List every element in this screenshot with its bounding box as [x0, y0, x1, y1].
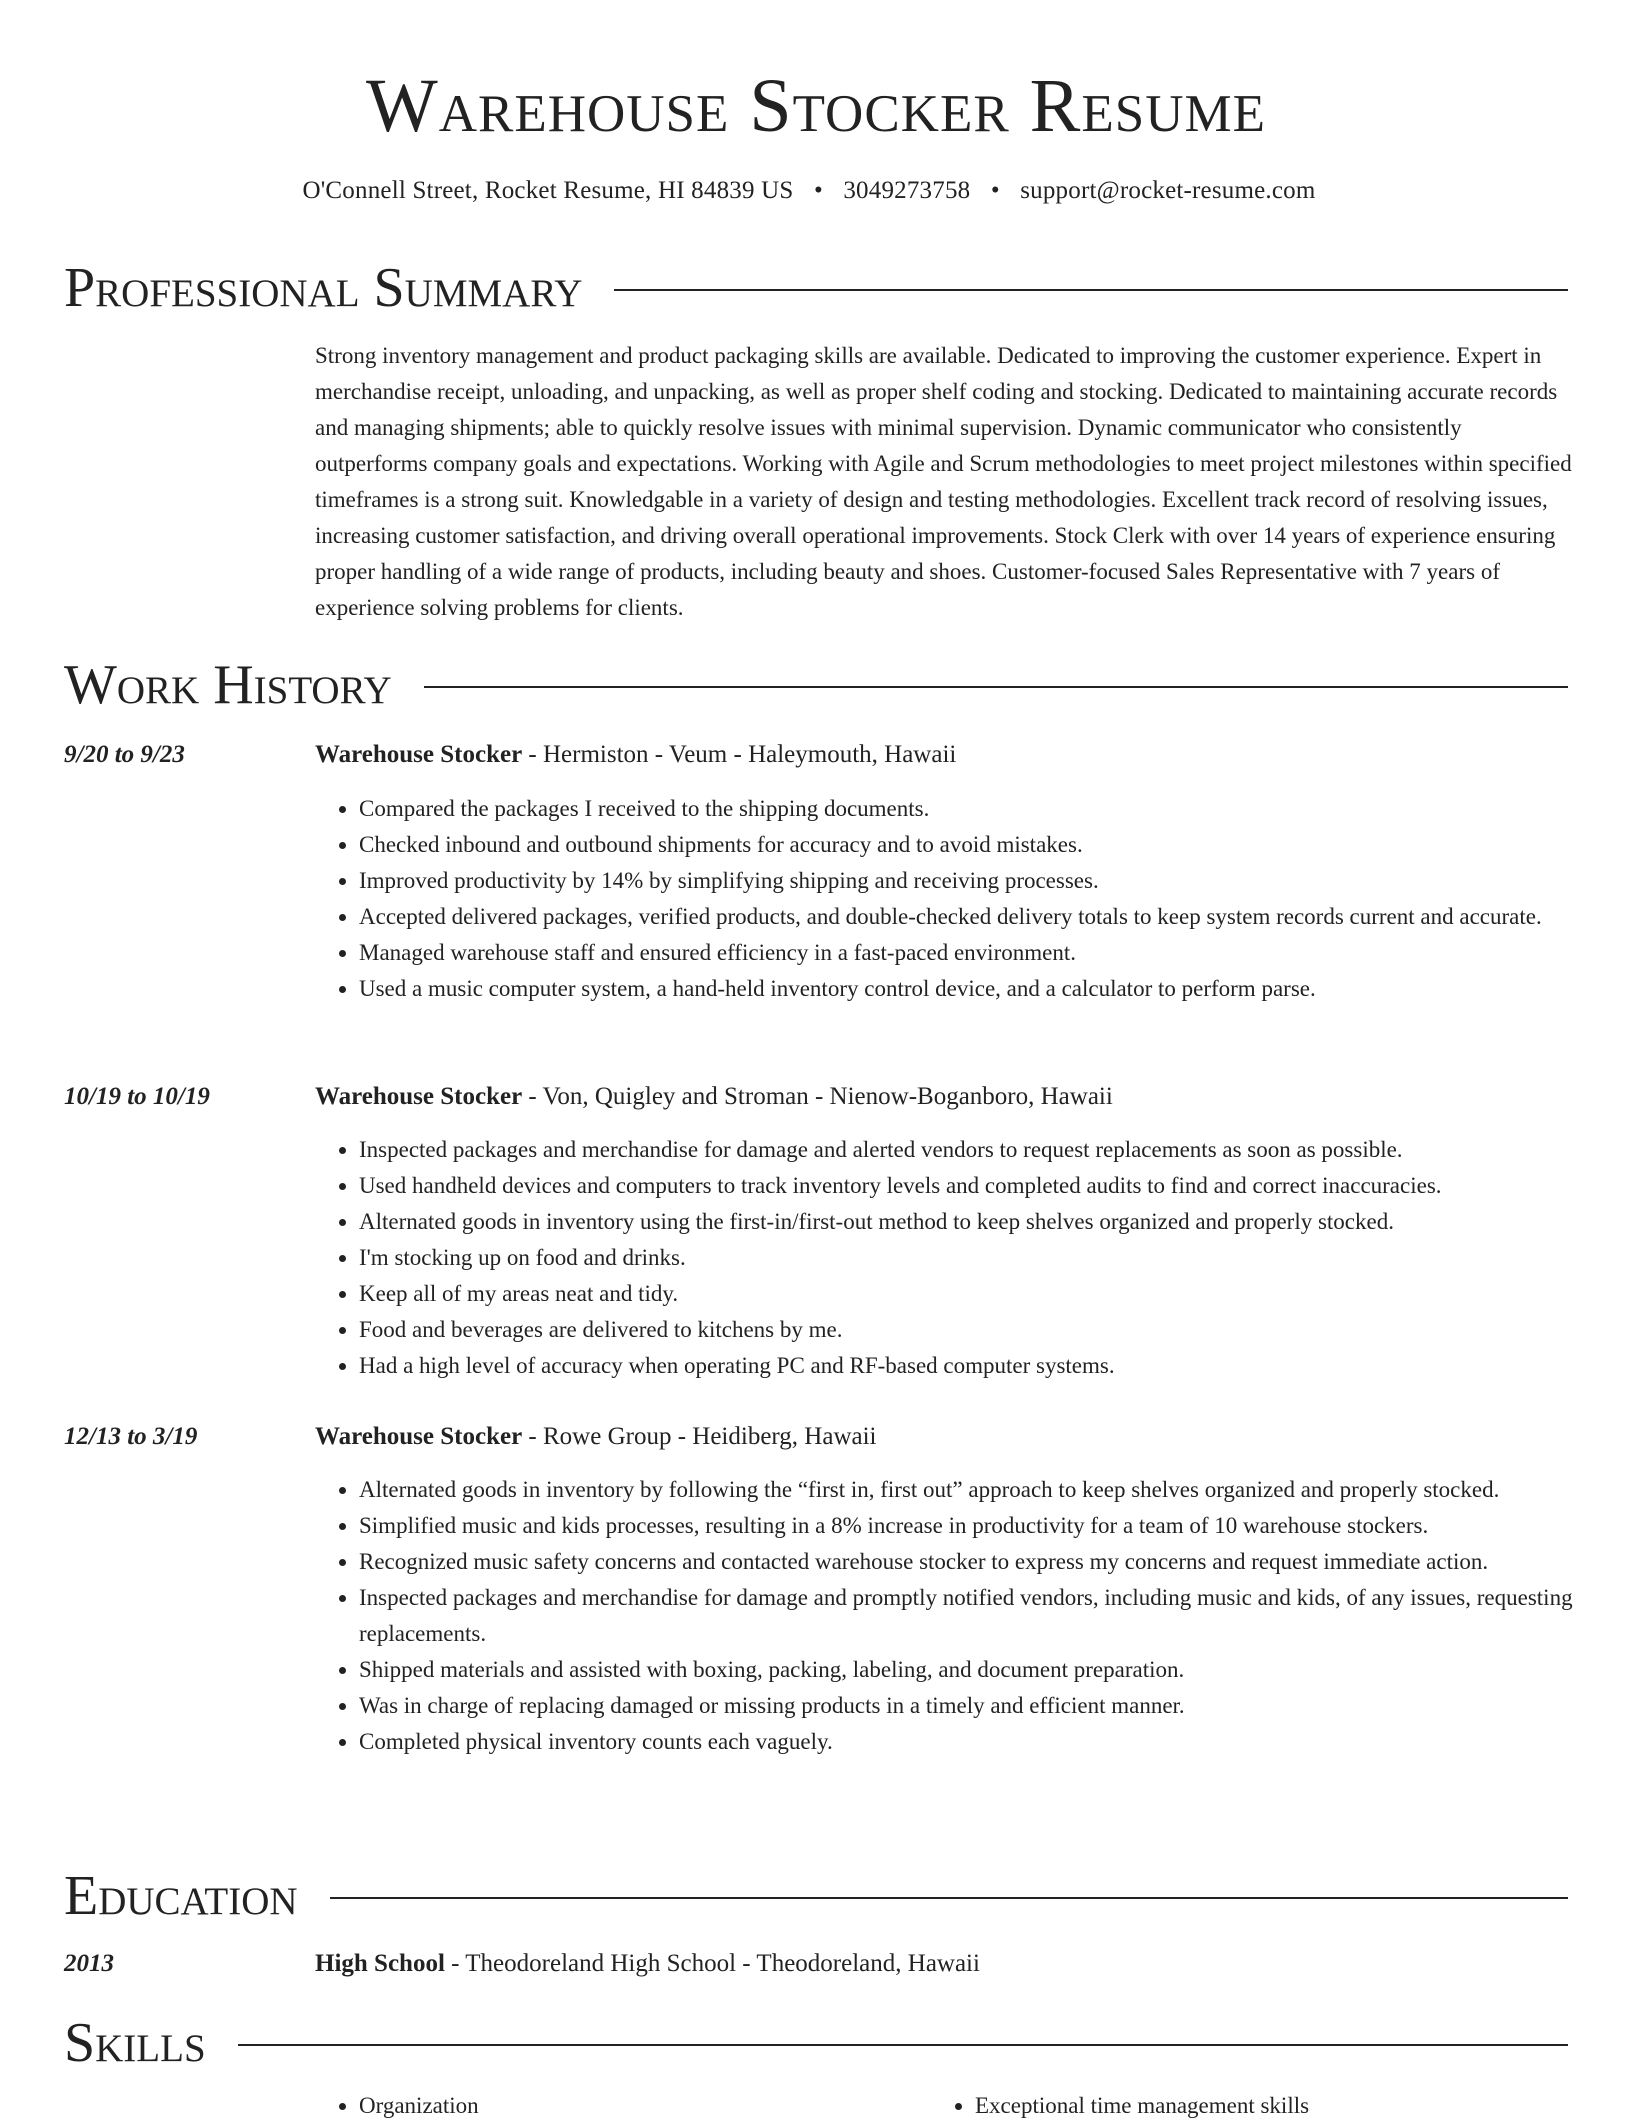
list-item: • Used a music computer system, a hand-held inventory control device, and a calculator to perform parse. [359, 971, 1577, 1007]
list-item: • Was in charge of replacing damaged or missing products in a timely and efficient manner. [359, 1688, 1577, 1724]
job-heading [315, 737, 956, 773]
contact-line [0, 174, 1618, 208]
section-header-skills [64, 2011, 1568, 2075]
list-item: • Improved productivity by 14% by simplifying shipping and receiving processes. [359, 863, 1577, 899]
job-bullets [315, 1132, 1577, 1384]
job-details: - Von, Quigley and Stroman - Nienow-Boganboro, Hawaii [522, 1083, 1113, 1110]
section-title: Professional Summary [64, 257, 583, 319]
resume-title: Warehouse Stocker Resume [365, 64, 1267, 148]
address: O'Connell Street, Rocket Resume, HI 84839 US [302, 177, 794, 204]
education-degree: High School [315, 1950, 445, 1977]
section-rule [424, 686, 1568, 688]
job-role: Warehouse Stocker [315, 1083, 523, 1110]
list-item: • Inspected packages and merchandise for damage and promptly notified vendors, including music and kids, of any issues, requesting replacements. [359, 1580, 1577, 1652]
job-heading [315, 1419, 876, 1455]
email: support@rocket-resume.com [1020, 177, 1316, 204]
job-role: Warehouse Stocker [315, 1423, 523, 1450]
list-item: • Completed physical inventory counts each vaguely. [359, 1724, 1577, 1760]
job-date: 12/13 to 3/19 [64, 1423, 198, 1450]
section-title: Skills [64, 2012, 206, 2074]
list-item: • Checked inbound and outbound shipments for accuracy and to avoid mistakes. [359, 827, 1577, 863]
list-item: • Alternated goods in inventory using the first-in/first-out method to keep shelves organized and properly stocked. [359, 1204, 1577, 1240]
job-date: 10/19 to 10/19 [64, 1083, 210, 1110]
section-rule [238, 2044, 1568, 2046]
job-details: - Rowe Group - Heidiberg, Hawaii [522, 1423, 877, 1450]
education-date: 2013 [64, 1950, 114, 1977]
job-role: Warehouse Stocker [315, 741, 523, 768]
section-title: Work History [64, 654, 392, 716]
job-date: 9/20 to 9/23 [64, 741, 185, 768]
list-item: • Managed warehouse staff and ensured efficiency in a fast-paced environment. [359, 935, 1577, 971]
separator: • [990, 177, 1000, 204]
list-item: • I'm stocking up on food and drinks. [359, 1240, 1577, 1276]
phone: 3049273758 [843, 177, 971, 204]
list-item: • Accepted delivered packages, verified products, and double-checked delivery totals to keep system records current and accurate. [359, 899, 1577, 935]
education-details: - Theodoreland High School - Theodoreland, Hawaii [444, 1950, 980, 1977]
section-header-education [64, 1864, 1568, 1928]
section-header-work-history [64, 653, 1568, 717]
list-item: • Food and beverages are delivered to kitchens by me. [359, 1312, 1577, 1348]
summary-text: Strong inventory management and product packaging skills are available. Dedicated to improving the customer experience. Expert in merchandise receipt, unloading, and unpacking, as well as proper shelf coding and stocking. Dedicated to maintaining accurate records and managing shipments; able to quickly resolve issues with minimal supervision. Dynamic communicator who consistently outperforms company goals and expectations. Working with Agile and Scrum methodologies to meet project milestones within specified timeframes is a strong suit. Knowledgable in a variety of design and testing methodologies. Excellent track record of resolving issues, increasing customer satisfaction, and driving overall operational improvements. Stock Clerk with over 14 years of experience ensuring proper handling of a wide range of products, including beauty and shoes. Customer-focused Sales Representative with 7 years of experience solving problems for clients. [315, 343, 1572, 620]
list-item: • Keep all of my areas neat and tidy. [359, 1276, 1577, 1312]
job-details: - Hermiston - Veum - Haleymouth, Hawaii [522, 741, 957, 768]
skills-column-left [315, 2088, 931, 2124]
list-item: • Exceptional time management skills [975, 2088, 1547, 2124]
list-item: • Had a high level of accuracy when operating PC and RF-based computer systems. [359, 1348, 1577, 1384]
list-item: • Simplified music and kids processes, resulting in a 8% increase in productivity for a team of 10 warehouse stockers. [359, 1508, 1577, 1544]
list-item: • Inspected packages and merchandise for damage and alerted vendors to request replacements as soon as possible. [359, 1132, 1577, 1168]
list-item: • Shipped materials and assisted with boxing, packing, labeling, and document preparation. [359, 1652, 1577, 1688]
section-header-summary [64, 256, 1568, 320]
section-title: Education [64, 1865, 298, 1927]
list-item: • Recognized music safety concerns and contacted warehouse stocker to express my concerns and request immediate action. [359, 1544, 1577, 1580]
list-item: • Alternated goods in inventory by following the “first in, first out” approach to keep shelves organized and properly stocked. [359, 1472, 1577, 1508]
job-heading [315, 1079, 1113, 1115]
job-bullets [315, 1472, 1577, 1760]
skills-list [315, 2088, 1575, 2124]
list-item: • Organization [359, 2088, 931, 2124]
education-heading [315, 1946, 980, 1982]
job-bullets [315, 791, 1577, 1007]
section-rule [330, 1897, 1568, 1899]
list-item: • Compared the packages I received to the shipping documents. [359, 791, 1577, 827]
skills-column-right [931, 2088, 1547, 2124]
separator: • [813, 177, 823, 204]
list-item: • Used handheld devices and computers to track inventory levels and completed audits to find and correct inaccuracies. [359, 1168, 1577, 1204]
section-rule [614, 289, 1568, 291]
